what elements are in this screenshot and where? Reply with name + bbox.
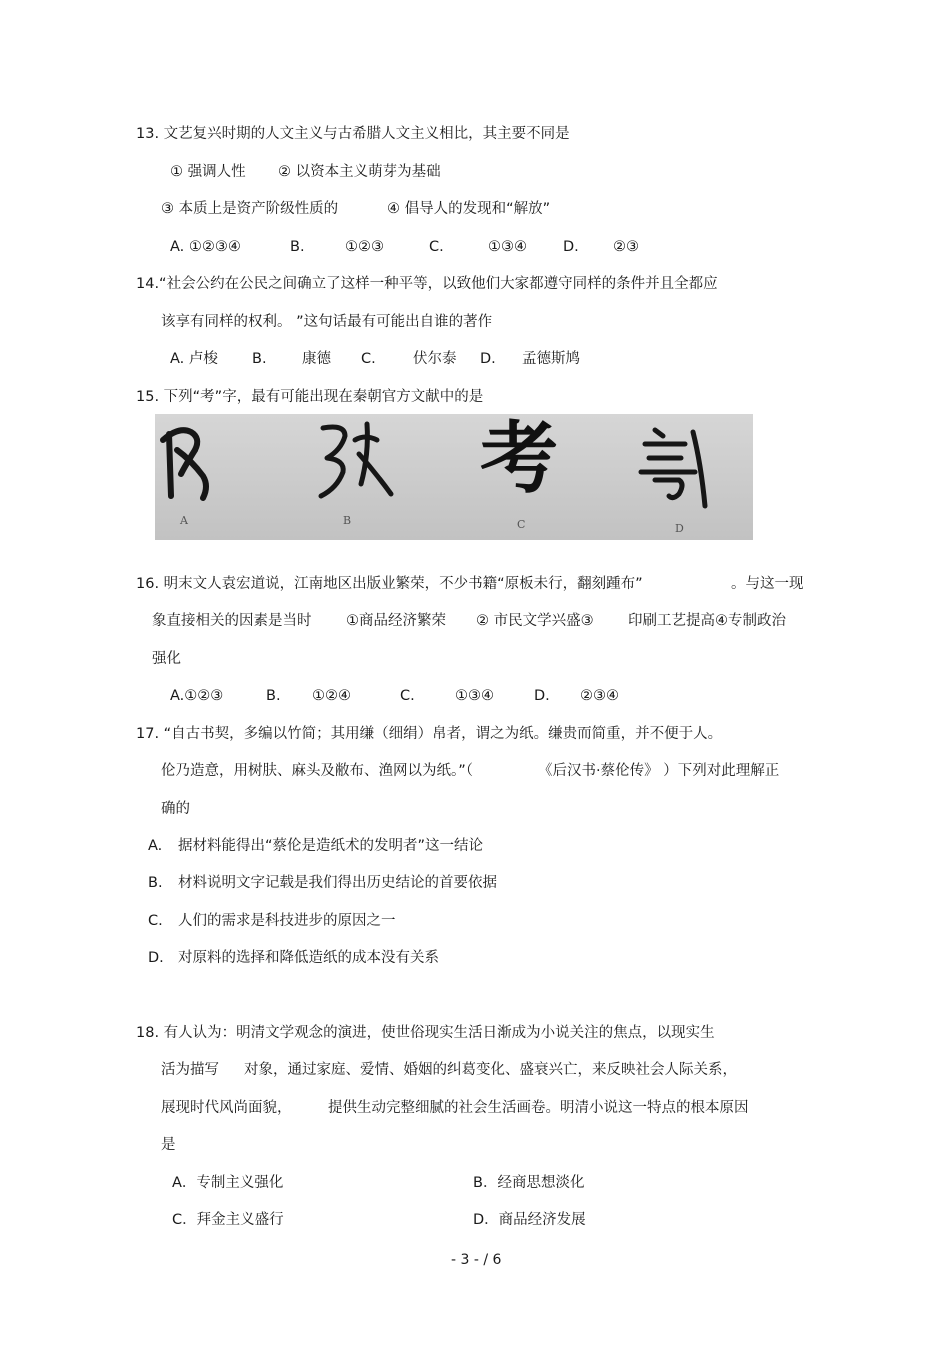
figure-label-a: A — [180, 514, 188, 527]
q17-option-c: C. 人们的需求是科技进步的原因之一 — [148, 913, 396, 929]
q14-option-d-text: 孟德斯鸠 — [522, 351, 580, 367]
q17-option-d: D. 对原料的选择和降低造纸的成本没有关系 — [148, 950, 439, 966]
kao-character-images — [155, 414, 753, 540]
q15-stem: 15. 下列“考”字，最有可能出现在秦朝官方文献中的是 — [136, 389, 484, 405]
kao-glyph-b — [321, 424, 391, 496]
q13-option-d-letter: D. — [563, 239, 579, 255]
q18-line-1: 18. 有人认为：明清文学观念的演进，使世俗现实生活日渐成为小说关注的焦点，以现实生 — [136, 1025, 715, 1041]
q14-line-1: 14.“社会公约在公民之间确立了这样一种平等，以致他们大家都遵守同样的条件并且全都应 — [136, 276, 718, 292]
q13-option-c-text: ①③④ — [488, 239, 527, 255]
q18-option-b: B．经商思想淡化 — [473, 1175, 585, 1191]
q13-option-a: A. ①②③④ — [170, 239, 241, 255]
q18-option-d: D．商品经济发展 — [473, 1212, 586, 1228]
q16-option-b-letter: B. — [266, 688, 281, 704]
q13-item-3: ③ 本质上是资产阶级性质的 — [161, 201, 339, 217]
page-number: - 3 - / 6 — [451, 1252, 502, 1268]
q16-line-2b: ①商品经济繁荣 — [346, 613, 446, 629]
figure-label-d: D — [675, 522, 684, 535]
q17-line-1: 17. “自古书契，多编以竹简；其用缣（细绢）帛者，谓之为纸。缣贵而简重，并不便于人。 — [136, 726, 723, 742]
q17-line-2a: 伦乃造意，用树肤、麻头及敝布、渔网以为纸。”（ — [161, 763, 474, 779]
q16-option-b-text: ①②④ — [312, 688, 351, 704]
q13-option-d-text: ②③ — [613, 239, 639, 255]
q17-option-b: B. 材料说明文字记载是我们得出历史结论的首要依据 — [148, 875, 497, 891]
q14-option-b-letter: B. — [252, 351, 267, 367]
q18-line-3b: 提供生动完整细腻的社会生活画卷。明清小说这一特点的根本原因 — [328, 1100, 749, 1116]
q16-option-d-letter: D. — [534, 688, 550, 704]
figure-label-b: B — [343, 514, 352, 527]
q13-stem: 13. 文艺复兴时期的人文主义与古希腊人文主义相比，其主要不同是 — [136, 126, 570, 142]
q13-option-c-letter: C. — [429, 239, 444, 255]
q16-line-2a: 象直接相关的因素是当时 — [152, 613, 312, 629]
q14-option-c-text: 伏尔泰 — [413, 351, 457, 367]
q13-item-4: ④ 倡导人的发现和“解放” — [387, 201, 551, 217]
q17-option-a: A. 据材料能得出“蔡伦是造纸术的发明者”这一结论 — [148, 838, 484, 854]
q16-line-1a: 16. 明末文人袁宏道说，江南地区出版业繁荣，不少书籍“原板未行，翻刻踵布” — [136, 576, 643, 592]
q16-line-2d: 印刷工艺提高④专制政治 — [628, 613, 786, 629]
q18-option-c: C．拜金主义盛行 — [172, 1212, 284, 1228]
q18-line-2b: 对象，通过家庭、爱情、婚姻的纠葛变化、盛衰兴亡，来反映社会人际关系， — [244, 1062, 737, 1078]
kao-glyph-a — [163, 430, 206, 498]
q16-line-1b: 。与这一现 — [731, 576, 804, 592]
q18-option-a: A．专制主义强化 — [172, 1175, 284, 1191]
q13-item-2: ② 以资本主义萌芽为基础 — [278, 164, 441, 180]
q14-option-a: A. 卢梭 — [170, 351, 218, 367]
kao-glyph-d — [641, 430, 705, 506]
q16-line-2c: ② 市民文学兴盛③ — [476, 613, 594, 629]
q18-line-2a: 活为描写 — [161, 1062, 219, 1078]
kao-glyph-c: 考 — [480, 413, 559, 504]
q16-option-c-text: ①③④ — [455, 688, 494, 704]
q14-option-b-text: 康德 — [302, 351, 331, 367]
q16-option-c-letter: C. — [400, 688, 415, 704]
q16-option-a: A.①②③ — [170, 688, 224, 704]
q13-option-b-letter: B. — [290, 239, 305, 255]
q14-option-c-letter: C. — [361, 351, 376, 367]
kao-character-figure — [155, 414, 753, 540]
q14-option-d-letter: D. — [480, 351, 496, 367]
q17-line-3: 确的 — [161, 801, 190, 817]
q14-line-2: 该享有同样的权利。 ”这句话最有可能出自谁的著作 — [161, 314, 493, 330]
q18-line-4: 是 — [161, 1137, 176, 1153]
q16-line-3: 强化 — [152, 651, 181, 667]
q16-option-d-text: ②③④ — [580, 688, 619, 704]
q17-line-2b: 《后汉书·蔡伦传》 ）下列对此理解正 — [538, 763, 780, 779]
q18-line-3a: 展现时代风尚面貌， — [161, 1100, 292, 1116]
q13-option-b-text: ①②③ — [345, 239, 384, 255]
q13-item-1: ① 强调人性 — [170, 164, 246, 180]
figure-label-c: C — [517, 518, 526, 531]
